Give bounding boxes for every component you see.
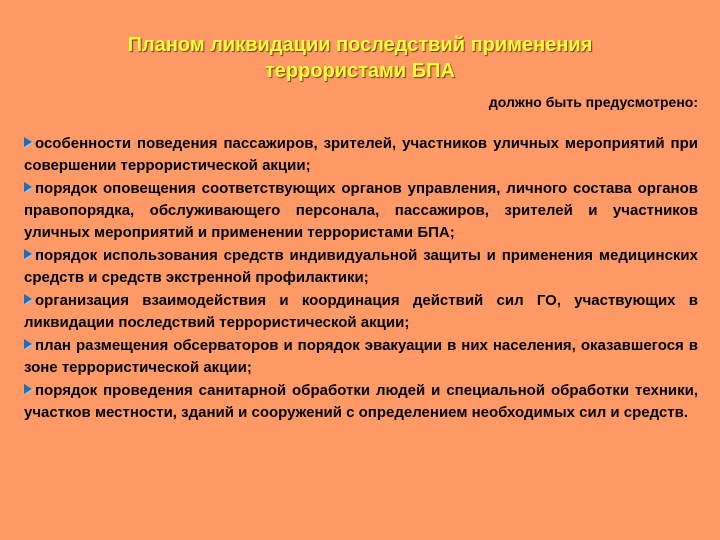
title-line-2: террористами БПА	[265, 60, 455, 82]
slide-title	[40, 32, 680, 84]
list-item-text: порядок оповещения соответствующих органов управления, личного состава органов правопорядка, обслуживающего персонала, пассажиров, зрителей и участников уличных мероприятий и применении террористами БПА;	[24, 180, 698, 241]
list-item-text: особенности поведения пассажиров, зрителей, участников уличных мероприятий при совершении террористической акции;	[24, 135, 698, 174]
list-item	[24, 245, 698, 289]
arrow-bullet-icon	[24, 294, 32, 304]
arrow-bullet-icon	[24, 339, 32, 349]
list-item-text: порядок проведения санитарной обработки людей и специальной обработки техники, участков местности, зданий и сооружений с определением необходимых сил и средств.	[24, 382, 698, 421]
subtitle: должно быть предусмотрено:	[488, 94, 698, 110]
list-item-text: организация взаимодействия и координация действий сил ГО, участвующих в ликвидации последствий террористической акции;	[24, 292, 698, 331]
arrow-bullet-icon	[24, 137, 32, 147]
bullet-list	[24, 133, 698, 425]
list-item-text: порядок использования средств индивидуальной защиты и применения медицинских средств и средств экстренной профилактики;	[24, 247, 698, 286]
title-line-1: Планом ликвидации последствий применения	[127, 34, 593, 56]
list-item	[24, 178, 698, 244]
list-item	[24, 380, 698, 424]
list-item	[24, 290, 698, 334]
list-item	[24, 335, 698, 379]
list-item-text: план размещения обсерваторов и порядок эвакуации в них населения, оказавшегося в зоне террористической акции;	[24, 337, 698, 376]
arrow-bullet-icon	[24, 249, 32, 259]
list-item	[24, 133, 698, 177]
arrow-bullet-icon	[24, 384, 32, 394]
arrow-bullet-icon	[24, 182, 32, 192]
